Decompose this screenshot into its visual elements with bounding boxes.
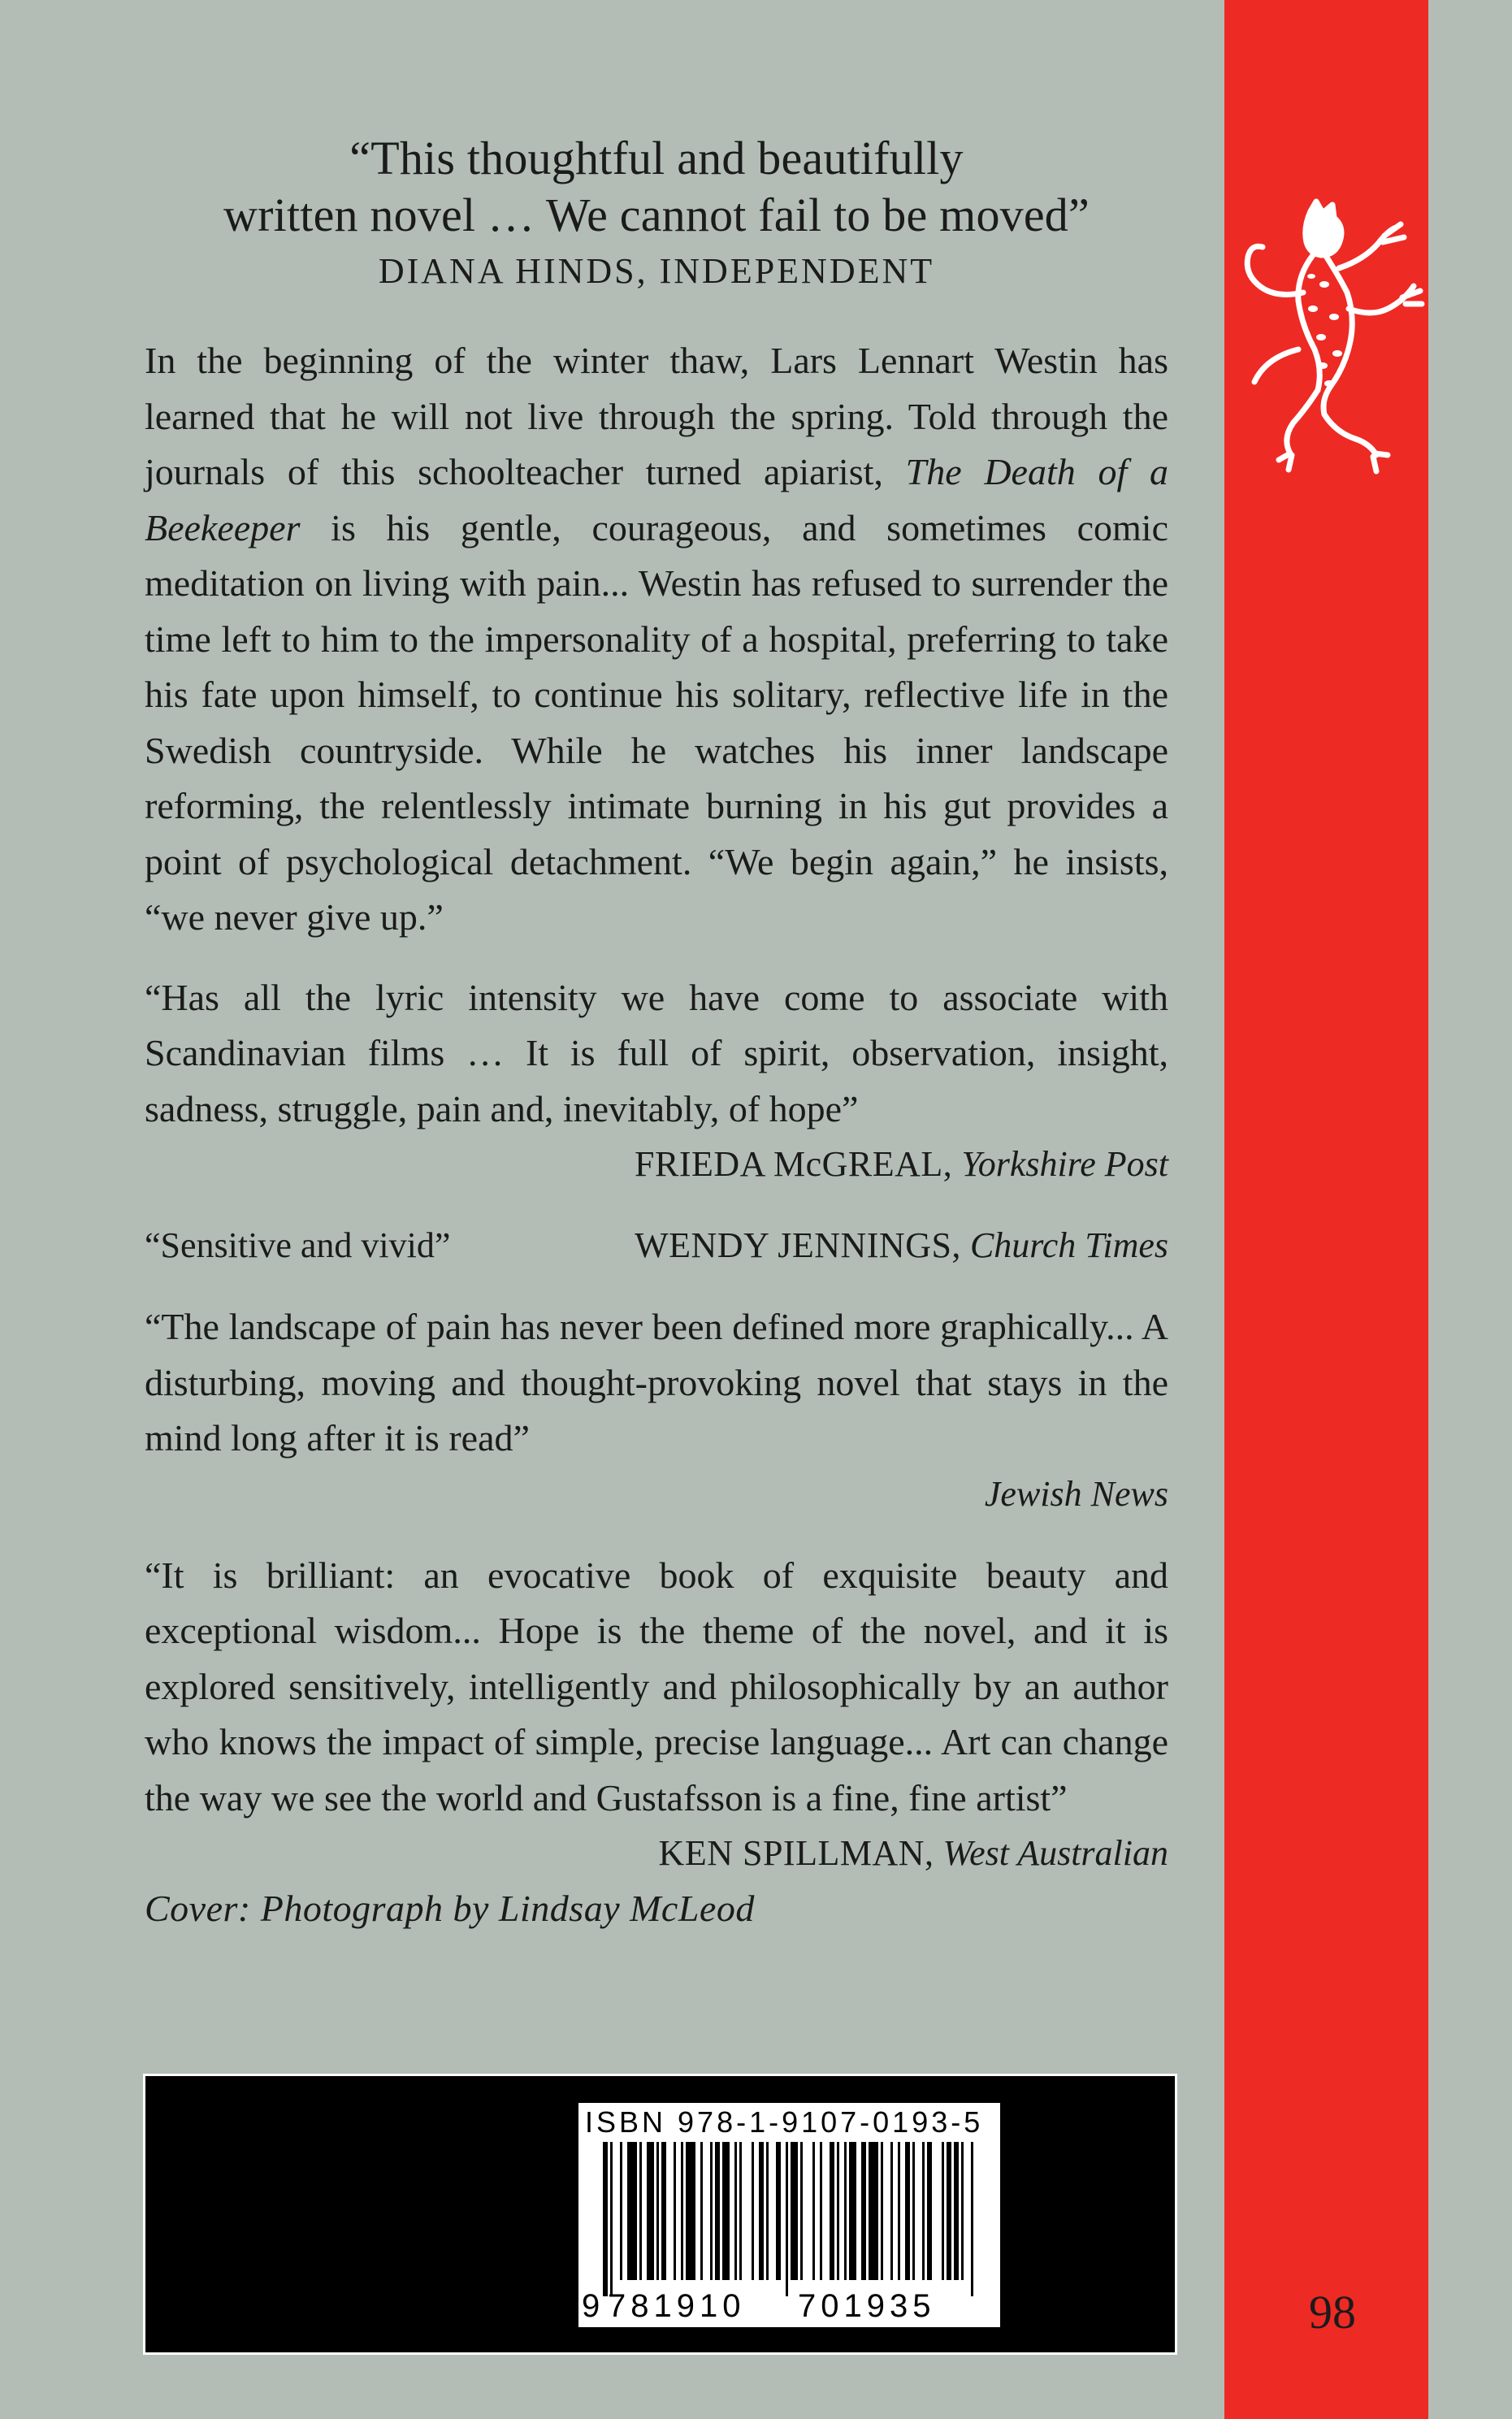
- review-text: “Has all the lyric intensity we have come to associate with Scandinavian films … It is full of spirit, observation, insight, sadness, struggle, pain and, inevitably, of hope”: [145, 976, 1168, 1129]
- barcode-bar: [681, 2142, 683, 2280]
- barcode-bar: [961, 2142, 964, 2280]
- headline-attribution: DIANA HINDS, INDEPENDENT: [378, 251, 935, 291]
- barcode-bar: [849, 2142, 856, 2280]
- barcode-bar: [759, 2142, 764, 2280]
- review-author: KEN SPILLMAN,: [658, 1833, 934, 1873]
- barcode-bar: [620, 2142, 622, 2280]
- review-text: “The landscape of pain has never been defined more graphically... A disturbing, moving and thought-provoking novel that stays in the mind long after it is read”: [145, 1306, 1168, 1459]
- review-text: “Sensitive and vivid”: [145, 1225, 451, 1265]
- barcode-bar: [800, 2142, 803, 2280]
- barcode-bar: [947, 2142, 951, 2280]
- barcode-bar: [912, 2142, 915, 2280]
- review-quote-1: [145, 970, 1168, 1193]
- barcode-bar: [752, 2142, 754, 2280]
- barcode-bar: [603, 2142, 608, 2296]
- back-cover-content: [145, 130, 1168, 1936]
- barcode-bar: [647, 2142, 654, 2280]
- barcode-bar: [686, 2142, 695, 2280]
- barcode-bar: [627, 2142, 637, 2280]
- barcode-bar: [639, 2142, 642, 2280]
- barcode-bar: [656, 2142, 659, 2280]
- barcode-digits-right: 701935: [798, 2288, 936, 2324]
- barcode-bar: [661, 2142, 666, 2280]
- cover-edge: [1428, 0, 1512, 2419]
- review-source: Church Times: [969, 1225, 1168, 1265]
- cover-credit: Cover: Photograph by Lindsay McLeod: [145, 1888, 755, 1929]
- barcode-bar: [844, 2142, 847, 2280]
- barcode-bar: [971, 2142, 973, 2296]
- leopard-icon: [1233, 195, 1428, 488]
- isbn-label: ISBN 978-1-9107-0193-5: [585, 2105, 984, 2139]
- review-author: WENDY JENNINGS,: [635, 1225, 961, 1265]
- barcode-bar: [722, 2142, 730, 2280]
- barcode-bar: [766, 2142, 769, 2280]
- review-text: “It is brilliant: an evocative book of exquisite beauty and exceptional wisdom... Hope is the theme of the novel, and it is explored sensitively, intelligently and philosophically by an author who knows the impact of simple, precise language... Art can change the way we see the world and Gustafsson is a fine, fine artist”: [145, 1554, 1168, 1819]
- barcode-bar: [898, 2142, 900, 2280]
- barcode-bar: [776, 2142, 781, 2280]
- review-quote-4: [145, 1548, 1168, 1882]
- barcode-bars: [578, 2142, 1000, 2296]
- barcode-bar: [905, 2142, 910, 2280]
- blurb-intro: In the beginning of the winter thaw, Lars Lennart Westin has learned that he will not live through the spring. Told through the journals of this schoolteacher turned apiarist,: [145, 340, 1168, 492]
- review-attribution: [145, 1467, 1168, 1522]
- review-source: Jewish News: [984, 1473, 1168, 1514]
- review-attribution: [635, 1218, 1168, 1273]
- barcode-bar: [861, 2142, 866, 2280]
- barcode-bar: [739, 2142, 742, 2280]
- barcode-bar: [710, 2142, 713, 2280]
- review-author: FRIEDA McGREAL,: [635, 1144, 953, 1184]
- barcode-bar: [890, 2142, 893, 2280]
- headline-line-2: written novel … We cannot fail to be moved”: [223, 189, 1090, 241]
- barcode-bar: [837, 2142, 839, 2280]
- headline-line-1: “This thoughtful and beautifully: [349, 132, 964, 184]
- review-source: West Australian: [942, 1833, 1168, 1873]
- barcode-digits-left: 781910: [608, 2288, 746, 2324]
- barcode-bar: [820, 2142, 822, 2280]
- isbn-barcode: [578, 2103, 1000, 2327]
- blurb-rest: is his gentle, courageous, and sometimes comic meditation on living with pain... Westin has refused to surrender the time left to him to the impersonality of a hospital, preferring to take his fate upon himself, to continue his solitary, reflective life in the Swedish countryside. While he watches his inner landscape reforming, the relentlessly intimate burning in his gut provides a point of psychological detachment. “We begin again,” he insists, “we never give up.”: [145, 506, 1168, 938]
- barcode-bar: [881, 2142, 883, 2280]
- barcode-bar: [942, 2142, 944, 2280]
- barcode-bar: [812, 2142, 815, 2280]
- barcode-bar: [700, 2142, 703, 2280]
- barcode-bar: [922, 2142, 925, 2280]
- barcode-bar: [610, 2142, 613, 2296]
- barcode-bar: [734, 2142, 737, 2280]
- barcode-bar: [715, 2142, 720, 2280]
- review-quote-2: [145, 1218, 1168, 1273]
- barcode-digit-first: 9: [582, 2288, 600, 2324]
- barcode-digits: [578, 2287, 1000, 2326]
- barcode-bar: [791, 2142, 798, 2280]
- book-title: The Death of a Beekeeper: [145, 451, 1168, 548]
- review-attribution: [145, 1826, 1168, 1881]
- barcode-bar: [674, 2142, 676, 2280]
- barcode-bar: [830, 2142, 834, 2280]
- review-attribution: [145, 1137, 1168, 1192]
- price-code: 98: [1309, 2286, 1356, 2339]
- barcode-bar: [869, 2142, 878, 2280]
- barcode-bar: [927, 2142, 932, 2280]
- review-quote-3: [145, 1299, 1168, 1522]
- barcode-bar: [954, 2142, 959, 2280]
- review-source: Yorkshire Post: [961, 1144, 1168, 1184]
- barcode-bar: [786, 2142, 788, 2296]
- headline-quote: [145, 130, 1168, 244]
- blurb-paragraph: [145, 333, 1168, 946]
